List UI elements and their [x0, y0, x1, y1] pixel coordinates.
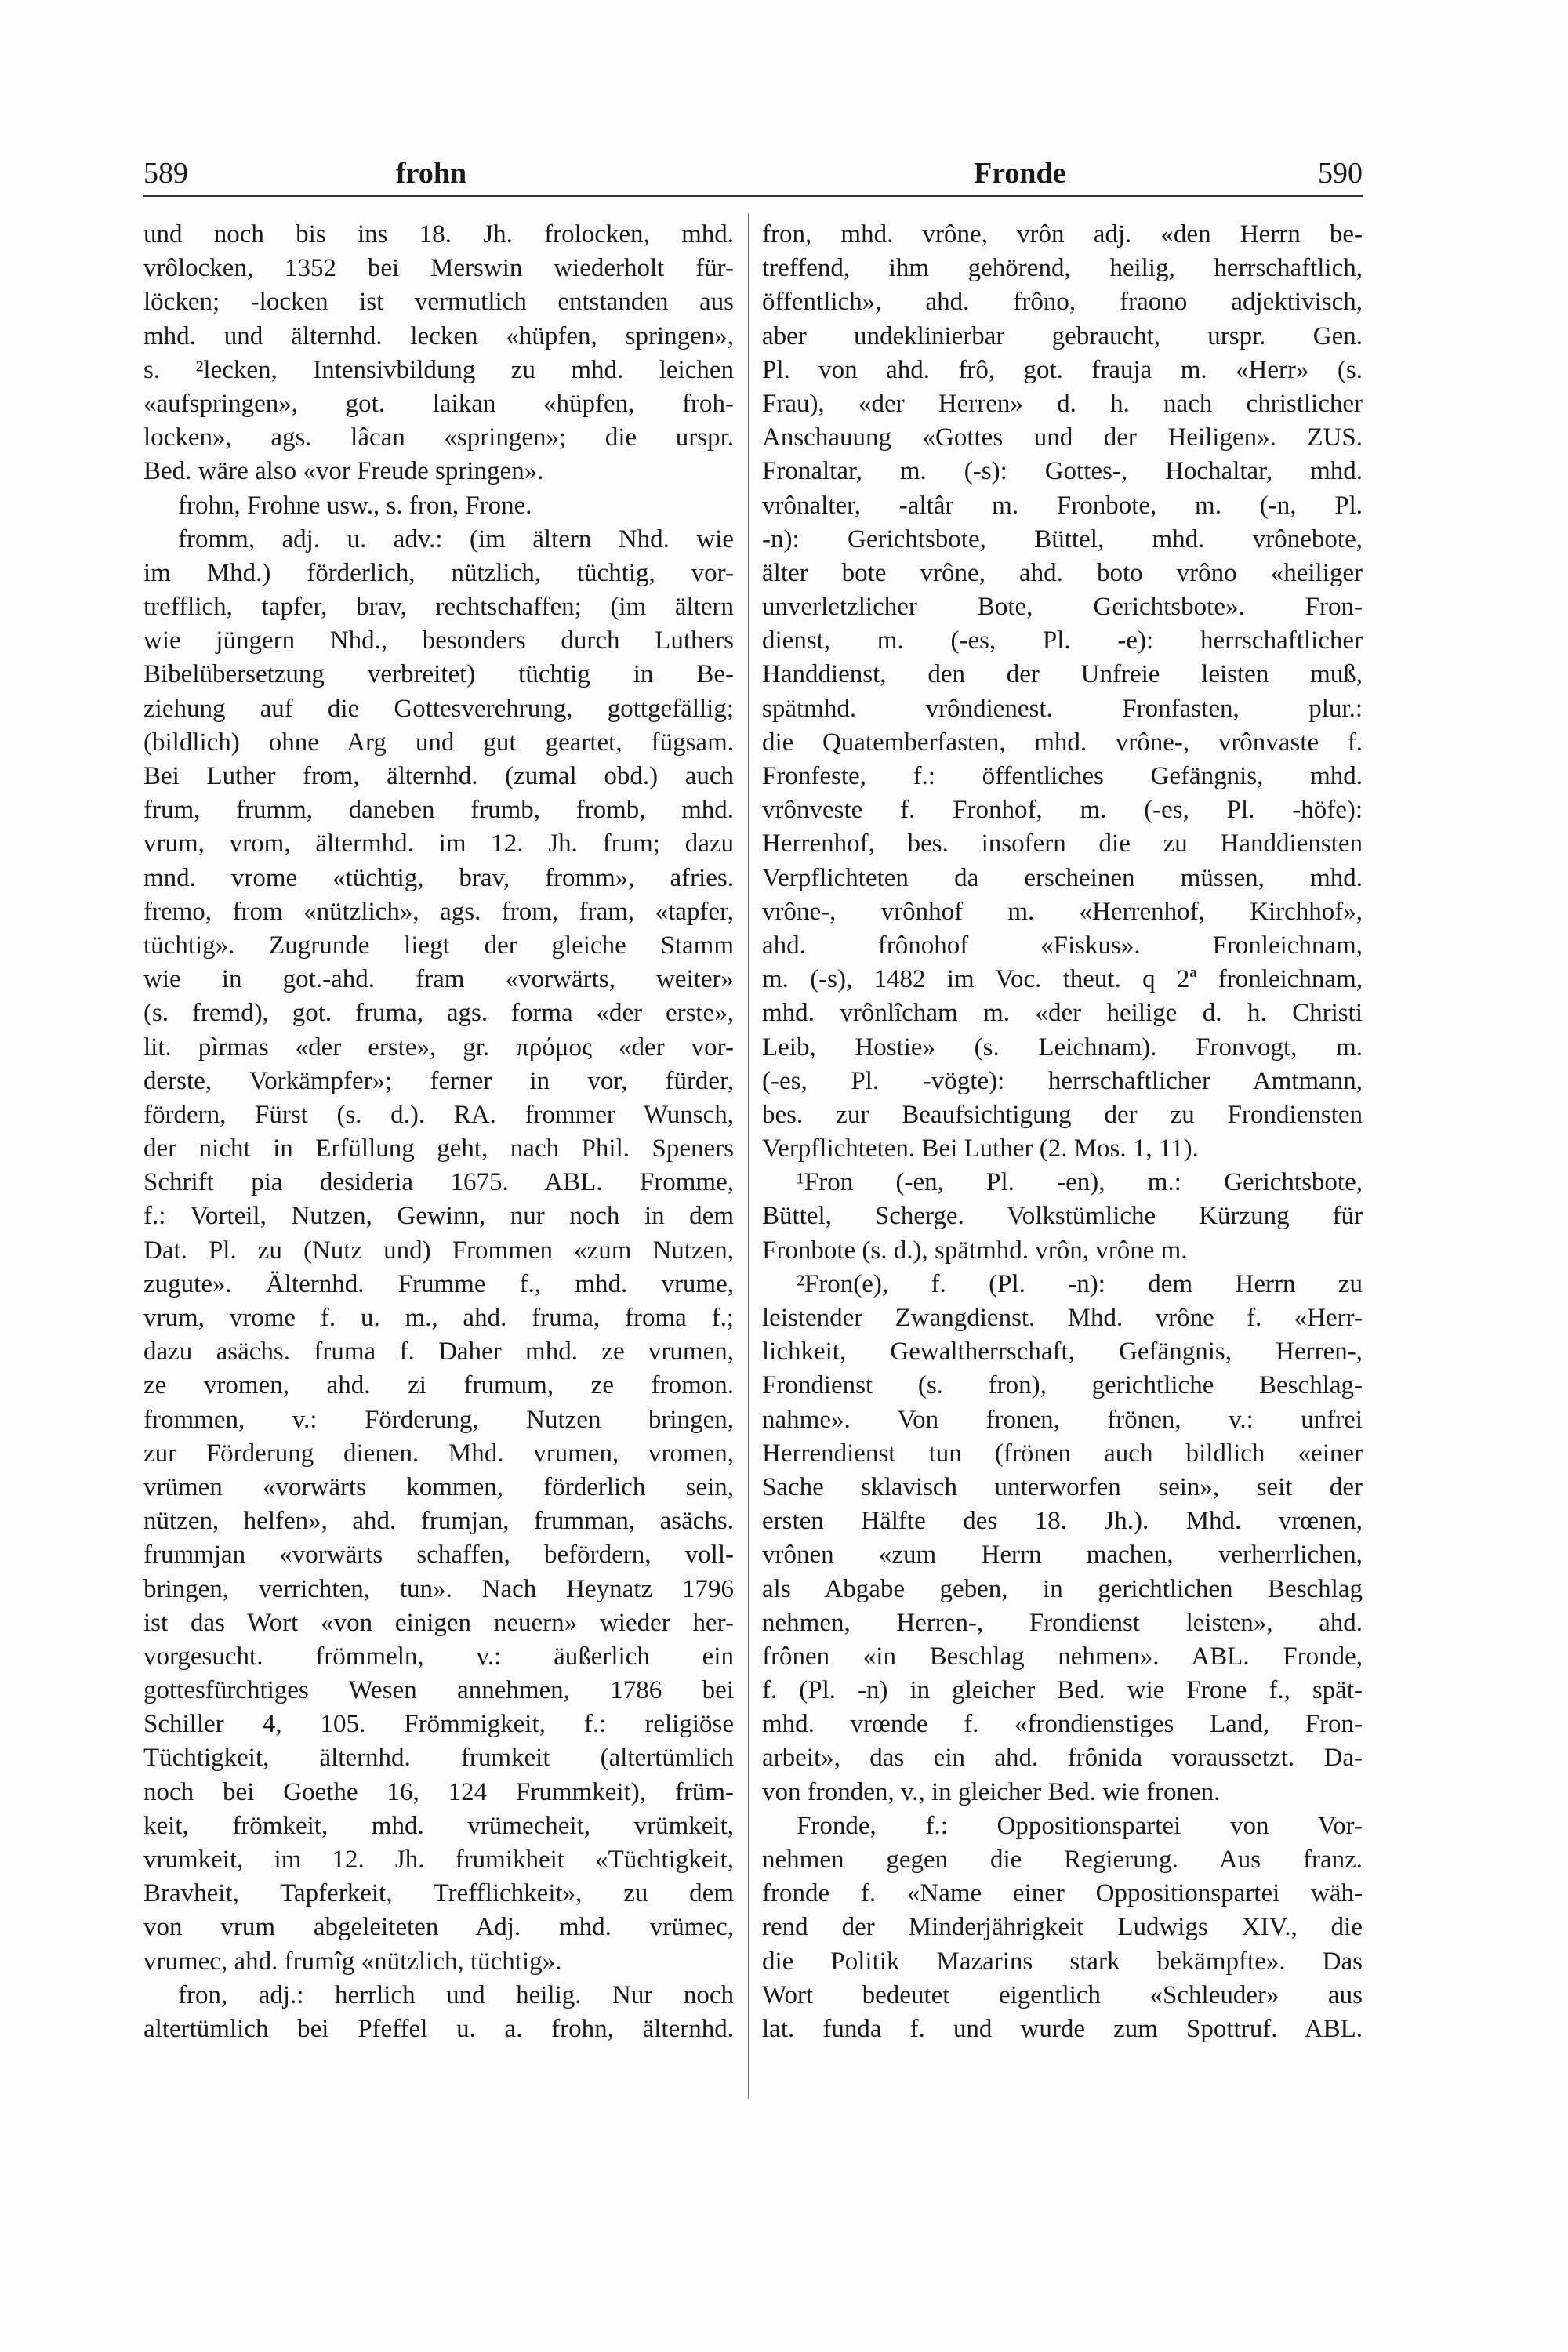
left-running-keyword: frohn	[396, 157, 467, 190]
left-column-line: lit. pìrmas «der erste», gr. πρόμος «der vor-	[143, 1033, 734, 1062]
right-column-line: ¹Fron (-en, Pl. -en), m.: Gerichtsbote,	[797, 1168, 1363, 1197]
left-column-line: Dat. Pl. zu (Nutz und) Frommen «zum Nutzen,	[143, 1236, 734, 1265]
right-column-line: Frau), «der Herren» d. h. nach christlicher	[762, 389, 1363, 418]
right-column-line: Wort bedeutet eigentlich «Schleuder» aus	[762, 1980, 1363, 2009]
right-column-line: ahd. frônohof «Fiskus». Fronleichnam,	[762, 931, 1363, 960]
right-column-line: dienst, m. (-es, Pl. -e): herrschaftlicher	[762, 626, 1363, 655]
left-column-line: vrum, vrome f. u. m., ahd. fruma, froma f.;	[143, 1304, 734, 1332]
left-column-line: mhd. und älternhd. lecken «hüpfen, springen»,	[143, 321, 734, 350]
left-column-line: im Mhd.) förderlich, nützlich, tüchtig, vor-	[143, 558, 734, 587]
right-column-line: älter bote vrône, ahd. boto vrôno «heiliger	[762, 558, 1363, 587]
right-column-line: spätmhd. vrôndienest. Fronfasten, plur.:	[762, 694, 1363, 723]
left-column-line: vrümen «vorwärts kommen, förderlich sein,	[143, 1472, 734, 1501]
left-column-line: Schrift pia desideria 1675. ABL. Fromme,	[143, 1168, 734, 1197]
left-column-line: nützen, helfen», ahd. frumjan, frumman, asächs.	[143, 1507, 734, 1536]
left-column-line: vrôlocken, 1352 bei Merswin wiederholt für-	[143, 254, 734, 283]
left-column-line: fremo, from «nützlich», ags. from, fram, «tapfer,	[143, 897, 734, 926]
left-column-line: ziehung auf die Gottesverehrung, gottgefällig;	[143, 694, 734, 723]
left-column-line: trefflich, tapfer, brav, rechtschaffen; (im ältern	[143, 593, 734, 622]
left-column-line: bringen, verrichten, tun». Nach Heynatz 1796	[143, 1574, 734, 1603]
left-column-line: gottesfürchtiges Wesen annehmen, 1786 bei	[143, 1676, 734, 1705]
left-column-line: mnd. vrome «tüchtig, brav, fromm», afries.	[143, 863, 734, 892]
right-column-line: Verpflichteten da erscheinen müssen, mhd.	[762, 863, 1363, 892]
right-column-line: Fronfeste, f.: öffentliches Gefängnis, mhd.	[762, 762, 1363, 790]
right-column-line: von fronden, v., in gleicher Bed. wie fronen.	[762, 1777, 1221, 1806]
left-column-line: keit, frömkeit, mhd. vrümecheit, vrümkeit,	[143, 1811, 734, 1840]
right-column-line: Herrendienst tun (frönen auch bildlich «einer	[762, 1439, 1363, 1468]
right-column-line: rend der Minderjährigkeit Ludwigs XIV., die	[762, 1913, 1363, 1942]
right-column-line: die Politik Mazarins stark bekämpfte». Das	[762, 1947, 1363, 1976]
right-column-line: öffentlich», ahd. frôno, fraono adjektivisch,	[762, 288, 1363, 317]
right-column-line: vrône-, vrônhof m. «Herrenhof, Kirchhof»,	[762, 897, 1363, 926]
left-column-line: vrumec, ahd. frumîg «nützlich, tüchtig».	[143, 1947, 562, 1976]
right-column-line: Büttel, Scherge. Volkstümliche Kürzung für	[762, 1202, 1363, 1231]
left-column-line: frommen, v.: Förderung, Nutzen bringen,	[143, 1405, 734, 1434]
left-column-line: f.: Vorteil, Nutzen, Gewinn, nur noch in dem	[143, 1202, 734, 1231]
left-column-line: zur Förderung dienen. Mhd. vrumen, vromen,	[143, 1439, 734, 1468]
right-column-line: unverletzlicher Bote, Gerichtsbote». Fron-	[762, 593, 1363, 622]
left-column-line: Bei Luther from, älternhd. (zumal obd.) auch	[143, 762, 734, 790]
right-column-line: Frondienst (s. fron), gerichtliche Beschlag-	[762, 1371, 1363, 1400]
left-column-line: frummjan «vorwärts schaffen, befördern, voll-	[143, 1541, 734, 1570]
left-column	[143, 218, 734, 2046]
left-column-line: derste, Vorkämpfer»; ferner in vor, fürder,	[143, 1066, 734, 1095]
right-column-line: Sache sklavisch unterworfen sein», seit der	[762, 1472, 1363, 1501]
header-rule	[143, 195, 1363, 197]
left-column-line: Bibelübersetzung verbreitet) tüchtig in Be-	[143, 660, 734, 689]
right-column-line: ²Fron(e), f. (Pl. -n): dem Herrn zu	[797, 1269, 1363, 1298]
left-column-line: löcken; -locken ist vermutlich entstanden aus	[143, 288, 734, 317]
left-column-line: (s. fremd), got. fruma, ags. forma «der erste»,	[143, 999, 734, 1028]
left-column-line: und noch bis ins 18. Jh. frolocken, mhd.	[143, 220, 734, 249]
left-column-line: s. ²lecken, Intensivbildung zu mhd. leichen	[143, 355, 734, 384]
right-column-line: Fronbote (s. d.), spätmhd. vrôn, vrône m.	[762, 1236, 1188, 1265]
right-column-line: nahme». Von fronen, frönen, v.: unfrei	[762, 1405, 1363, 1434]
left-column-line: frum, frumm, daneben frumb, fromb, mhd.	[143, 796, 734, 825]
right-column-line: (-es, Pl. -vögte): herrschaftlicher Amtmann,	[762, 1066, 1363, 1095]
left-column-line: «aufspringen», got. laikan «hüpfen, froh-	[143, 389, 734, 418]
right-column-line: ersten Hälfte des 18. Jh.). Mhd. vrœnen,	[762, 1507, 1363, 1536]
right-column-line: Handdienst, den der Unfreie leisten muß,	[762, 660, 1363, 689]
left-column-line: Tüchtigkeit, älternhd. frumkeit (altertümlich	[143, 1744, 734, 1773]
left-column-line: Schiller 4, 105. Frömmigkeit, f.: religiöse	[143, 1710, 734, 1739]
left-column-line: dazu asächs. fruma f. Daher mhd. ze vrumen,	[143, 1338, 734, 1367]
right-running-keyword: Fronde	[974, 157, 1066, 190]
right-column-line: arbeit», das ein ahd. frônida voraussetzt. Da-	[762, 1744, 1363, 1773]
left-column-line: locken», ags. lâcan «springen»; die urspr.	[143, 423, 734, 452]
right-column-line: nehmen gegen die Regierung. Aus franz.	[762, 1846, 1363, 1874]
right-column-line: Verpflichteten. Bei Luther (2. Mos. 1, 11).	[762, 1134, 1199, 1163]
left-column-line: vrumkeit, im 12. Jh. frumikheit «Tüchtigkeit,	[143, 1846, 734, 1874]
right-column-line: Fronde, f.: Oppositionspartei von Vor-	[797, 1811, 1363, 1840]
right-column-line: lichkeit, Gewaltherrschaft, Gefängnis, Herren-,	[762, 1338, 1363, 1367]
right-column-line: mhd. vrœnde f. «frondienstiges Land, Fron-	[762, 1710, 1363, 1739]
right-page-number: 590	[1318, 157, 1363, 190]
right-column-line: frônen «in Beschlag nehmen». ABL. Fronde,	[762, 1642, 1363, 1671]
left-column-line: frohn, Frohne usw., s. fron, Frone.	[178, 491, 532, 520]
right-column-line: -n): Gerichtsbote, Büttel, mhd. vrônebote,	[762, 524, 1363, 554]
right-column	[762, 218, 1363, 2046]
right-column-line: Herrenhof, bes. insofern die zu Handdiensten	[762, 829, 1363, 858]
right-column-line: Fronaltar, m. (-s): Gottes-, Hochaltar, mhd.	[762, 457, 1363, 486]
right-column-line: vrônen «zum Herrn machen, verherrlichen,	[762, 1541, 1363, 1570]
right-column-line: nehmen, Herren-, Frondienst leisten», ahd.	[762, 1608, 1363, 1637]
left-page-number: 589	[143, 157, 188, 190]
left-column-line: vorgesucht. frömmeln, v.: äußerlich ein	[143, 1642, 734, 1671]
right-column-line: m. (-s), 1482 im Voc. theut. q 2ª fronleichnam,	[762, 965, 1363, 994]
left-column-line: ze vromen, ahd. zi frumum, ze fromon.	[143, 1371, 734, 1400]
right-column-line: mhd. vrônlîcham m. «der heilige d. h. Christi	[762, 999, 1363, 1028]
right-column-line: vrônveste f. Fronhof, m. (-es, Pl. -höfe):	[762, 796, 1363, 825]
right-column-line: Leib, Hostie» (s. Leichnam). Fronvogt, m.	[762, 1033, 1363, 1062]
right-column-line: vrônalter, -altâr m. Fronbote, m. (-n, Pl.	[762, 491, 1363, 520]
right-column-line: fron, mhd. vrône, vrôn adj. «den Herrn be-	[762, 220, 1363, 249]
right-column-line: lat. funda f. und wurde zum Spottruf. ABL.	[762, 2014, 1363, 2043]
left-column-line: zugute». Älternhd. Frumme f., mhd. vrume,	[143, 1269, 734, 1298]
right-column-line: leistender Zwangdienst. Mhd. vrône f. «Herr-	[762, 1304, 1363, 1332]
left-column-line: fördern, Fürst (s. d.). RA. frommer Wunsch,	[143, 1100, 734, 1129]
left-column-line: fron, adj.: herrlich und heilig. Nur noch	[178, 1980, 734, 2009]
right-column-line: als Abgabe geben, in gerichtlichen Beschlag	[762, 1574, 1363, 1603]
left-column-line: vrum, vrom, ältermhd. im 12. Jh. frum; dazu	[143, 829, 734, 858]
left-column-line: altertümlich bei Pfeffel u. a. frohn, älternhd.	[143, 2014, 734, 2043]
left-column-line: tüchtig». Zugrunde liegt der gleiche Stamm	[143, 931, 734, 960]
left-column-line: fromm, adj. u. adv.: (im ältern Nhd. wie	[178, 524, 734, 554]
left-column-line: (bildlich) ohne Arg und gut geartet, fügsam.	[143, 728, 734, 757]
running-header	[143, 154, 1363, 193]
column-divider	[748, 213, 749, 2099]
right-column-line: Anschauung «Gottes und der Heiligen». ZUS.	[762, 423, 1363, 452]
left-column-line: der nicht in Erfüllung geht, nach Phil. Speners	[143, 1134, 734, 1163]
left-column-line: von vrum abgeleiteten Adj. mhd. vrümec,	[143, 1913, 734, 1942]
left-column-line: ist das Wort «von einigen neuern» wieder her-	[143, 1608, 734, 1637]
right-column-line: die Quatemberfasten, mhd. vrône-, vrônvaste f.	[762, 728, 1363, 757]
right-column-line: f. (Pl. -n) in gleicher Bed. wie Frone f., spät-	[762, 1676, 1363, 1705]
left-column-line: wie jüngern Nhd., besonders durch Luthers	[143, 626, 734, 655]
right-column-line: fronde f. «Name einer Oppositionspartei wäh-	[762, 1879, 1363, 1908]
right-column-line: bes. zur Beaufsichtigung der zu Frondiensten	[762, 1100, 1363, 1129]
left-column-line: noch bei Goethe 16, 124 Frummkeit), früm-	[143, 1777, 734, 1806]
right-column-line: Pl. von ahd. frô, got. frauja m. «Herr» (s.	[762, 355, 1363, 384]
right-column-line: treffend, ihm gehörend, heilig, herrschaftlich,	[762, 254, 1363, 283]
left-column-line: Bed. wäre also «vor Freude springen».	[143, 457, 544, 486]
left-column-line: Bravheit, Tapferkeit, Trefflichkeit», zu dem	[143, 1879, 734, 1908]
right-column-line: aber undeklinierbar gebraucht, urspr. Gen.	[762, 321, 1363, 350]
left-column-line: wie in got.-ahd. fram «vorwärts, weiter»	[143, 965, 734, 994]
